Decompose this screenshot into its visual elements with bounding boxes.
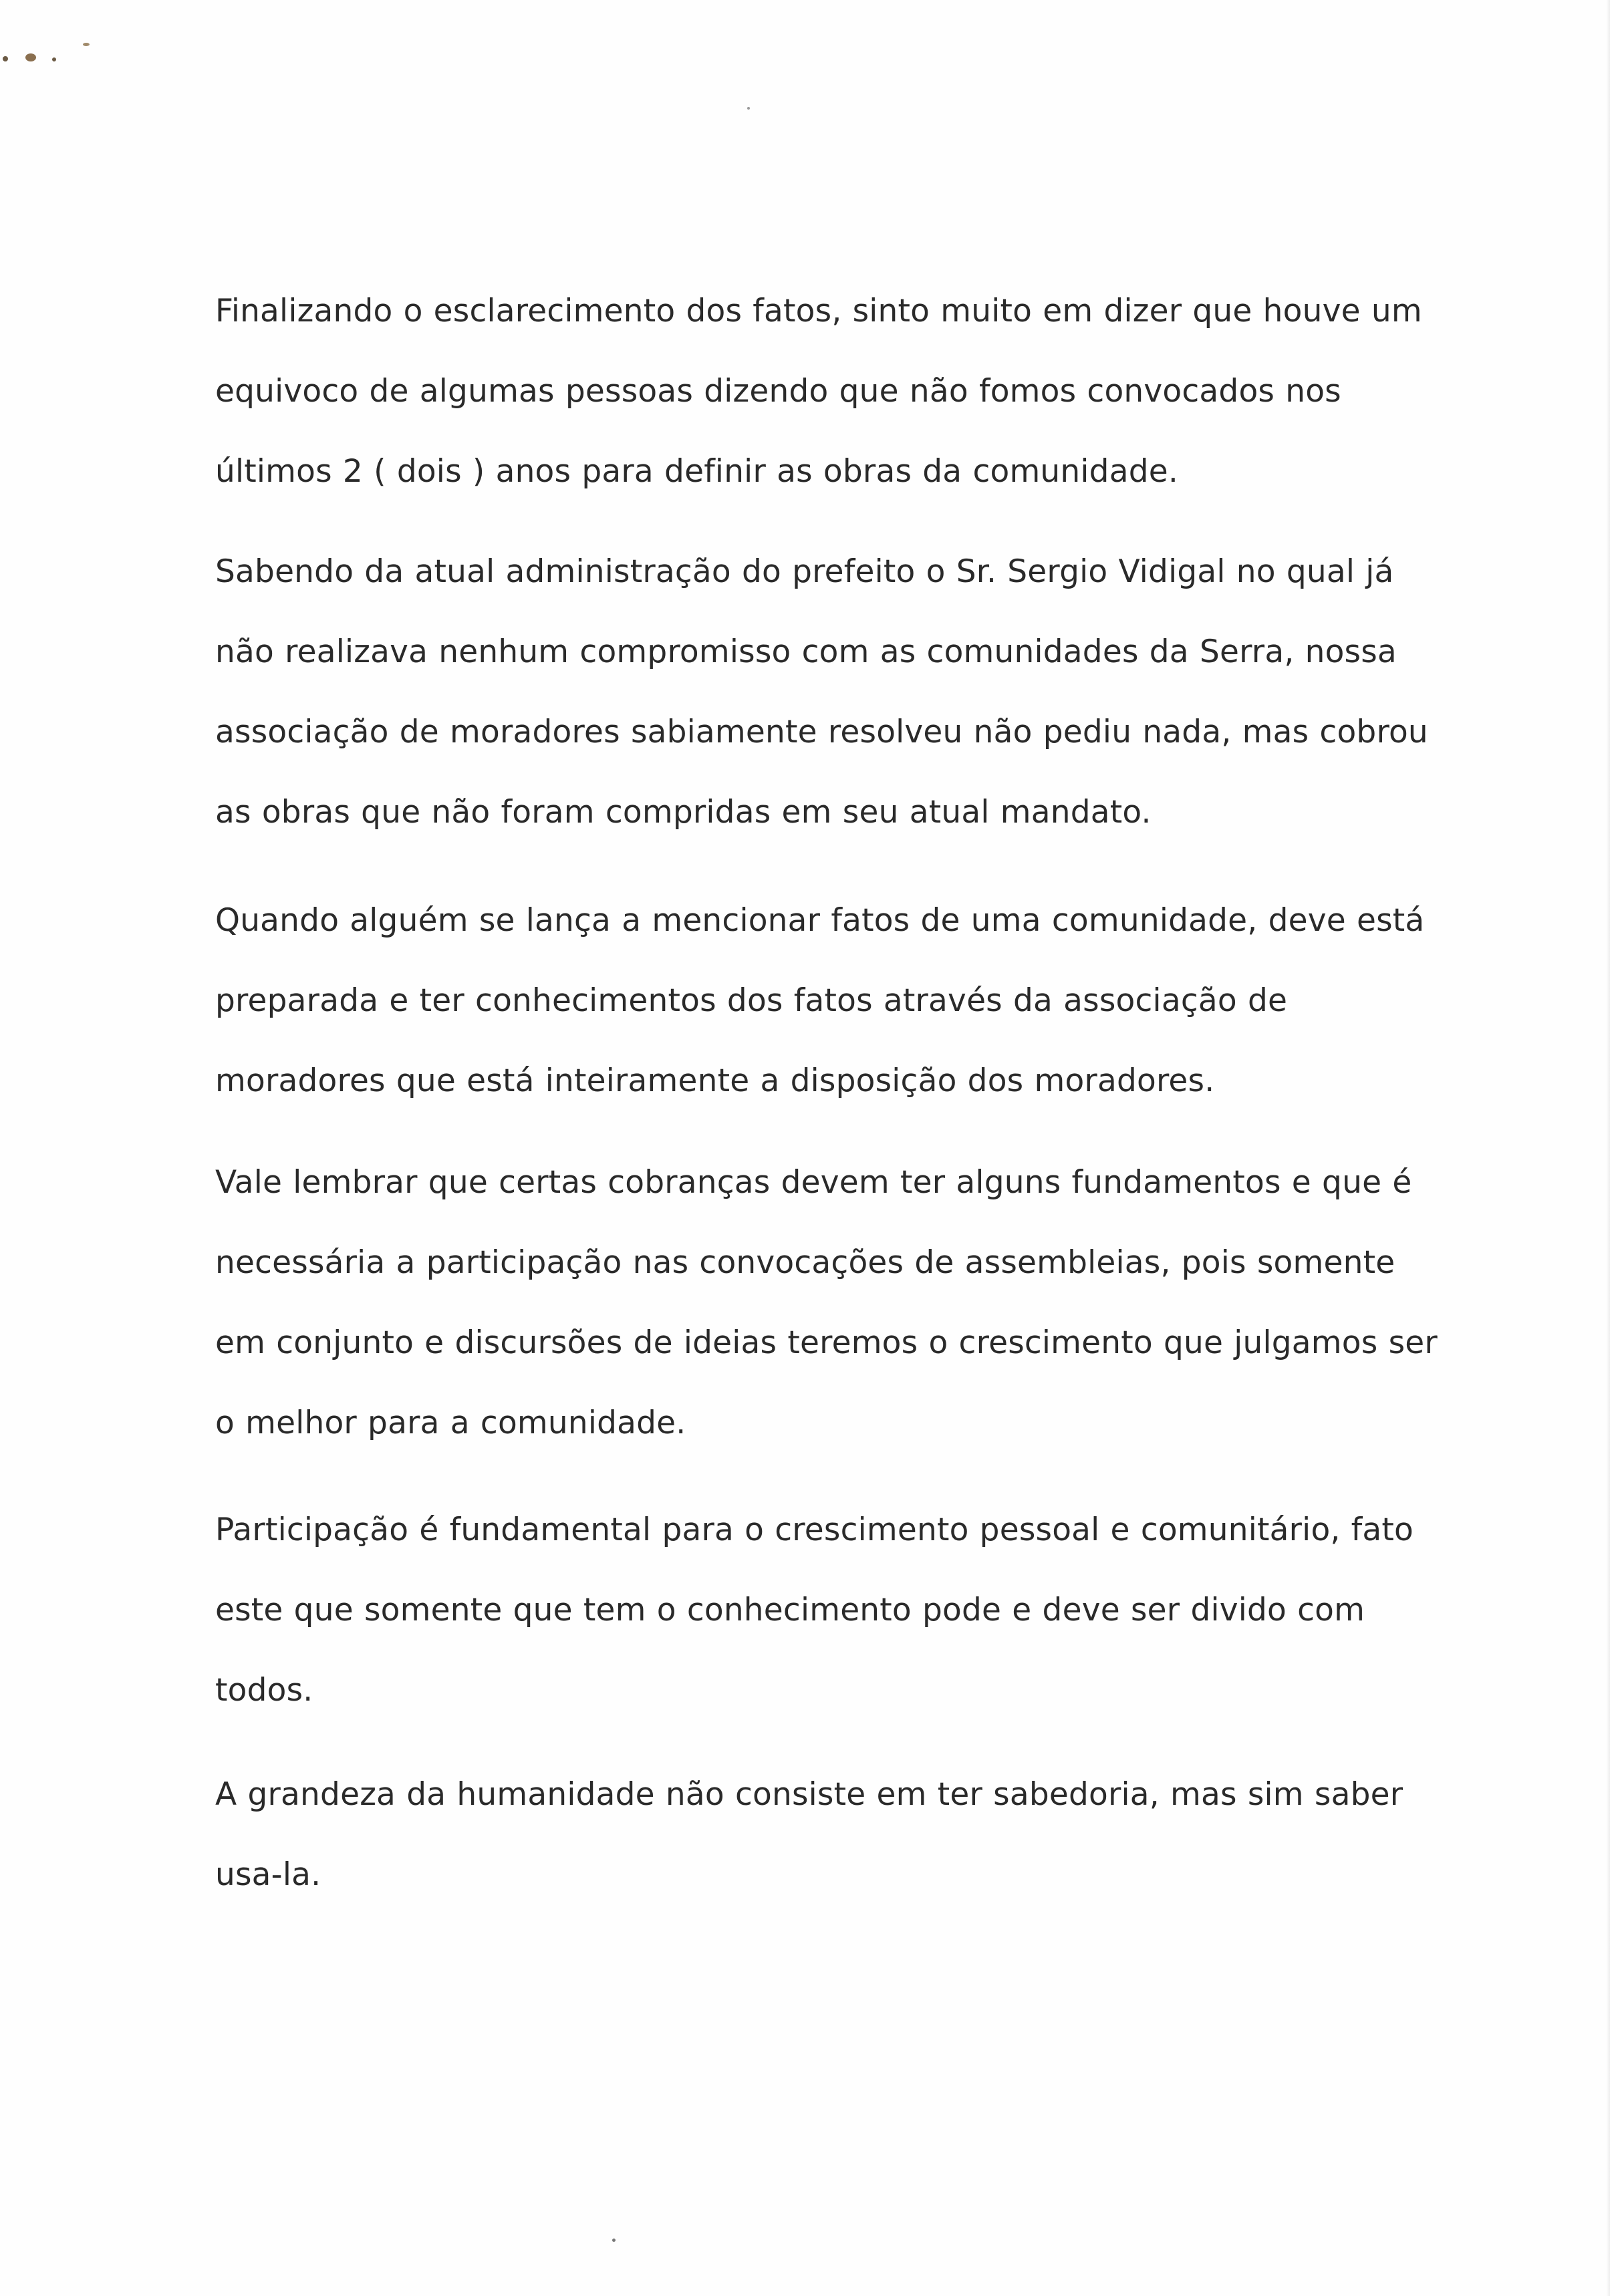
text-line: equivoco de algumas pessoas dizendo que não fomos convocados nos [215, 373, 1341, 410]
text-line: associação de moradores sabiamente resolveu não pediu nada, mas cobrou [215, 714, 1428, 750]
text-line: Sabendo da atual administração do prefeito o Sr. Sergio Vidigal no qual já [215, 553, 1394, 590]
text-line: o melhor para a comunidade. [215, 1405, 686, 1441]
scan-speck [25, 53, 36, 61]
scan-speck [3, 56, 8, 61]
text-line: todos. [215, 1672, 313, 1709]
scan-speck [747, 107, 750, 110]
paragraph-5 [215, 1490, 1559, 1731]
text-line: moradores que está inteiramente a disposição dos moradores. [215, 1062, 1215, 1099]
paragraph-1 [215, 271, 1559, 512]
text-line: não realizava nenhum compromisso com as comunidades da Serra, nossa [215, 633, 1397, 670]
text-line: Quando alguém se lança a mencionar fatos de uma comunidade, deve está [215, 902, 1425, 939]
text-line: em conjunto e discursões de ideias teremos o crescimento que julgamos ser [215, 1324, 1438, 1361]
text-line: as obras que não foram compridas em seu atual mandato. [215, 794, 1152, 831]
paragraph-6 [215, 1755, 1559, 1915]
paragraph-2 [215, 532, 1559, 853]
text-line: Vale lembrar que certas cobranças devem ter alguns fundamentos e que é [215, 1164, 1412, 1201]
text-line: necessária a participação nas convocações de assembleias, pois somente [215, 1244, 1395, 1281]
scan-speck [612, 2239, 616, 2242]
text-line: usa-la. [215, 1856, 321, 1893]
text-line: preparada e ter conhecimentos dos fatos através da associação de [215, 982, 1288, 1019]
scan-speck [83, 43, 90, 46]
scan-edge [1606, 0, 1610, 2296]
text-line: Participação é fundamental para o crescimento pessoal e comunitário, fato [215, 1512, 1414, 1548]
text-line: últimos 2 ( dois ) anos para definir as obras da comunidade. [215, 453, 1178, 490]
paragraph-4 [215, 1143, 1559, 1463]
text-line: Finalizando o esclarecimento dos fatos, sinto muito em dizer que houve um [215, 293, 1422, 329]
text-line: este que somente que tem o conhecimento pode e deve ser divido com [215, 1592, 1365, 1628]
text-line: A grandeza da humanidade não consiste em ter sabedoria, mas sim saber [215, 1776, 1403, 1813]
scan-speck [52, 57, 56, 61]
paragraph-3 [215, 881, 1559, 1121]
